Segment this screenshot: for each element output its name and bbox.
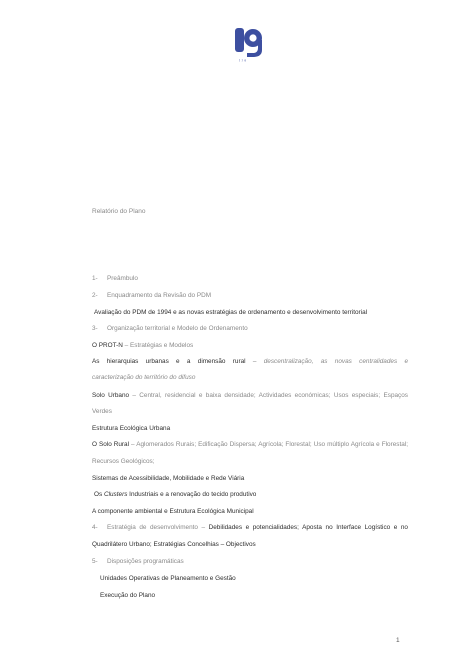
toc-item-2: 2- Enquadramento da Revisão do PDM [92, 292, 212, 299]
toc-item-3f: Sistemas de Acessibilidade, Mobilidade e Rede Viária [92, 475, 245, 482]
toc-item-3e-cont: Recursos Geológicos; [92, 458, 155, 465]
toc-item-4: 4- Estratégia de desenvolvimento – Debilidades e potencialidades; Aposta no Interface Logístico e no [92, 524, 408, 531]
toc-item-3b-cont: caracterização do território do difuso [92, 374, 196, 381]
toc-item-3c: Solo Urbano – Central, residencial e baixa densidade; Actividades económicas; Usos especiais; Espaços [92, 392, 408, 399]
toc-item-4-cont: Quadrilátero Urbano; Estratégias Concelhias – Objectivos [92, 541, 256, 548]
toc-item-5b: Execução do Plano [100, 592, 156, 599]
logo-caption: [ ] g [239, 58, 247, 62]
document-subtitle: Relatório do Plano [92, 208, 146, 215]
toc-item-2a: Avaliação do PDM de 1994 e as novas estratégias de ordenamento e desenvolvimento territorial [94, 309, 368, 316]
toc-item-3c-cont: Verdes [92, 408, 112, 415]
page-number: 1 [396, 637, 400, 644]
toc-item-3e: O Solo Rural – Aglomerados Rurais; Edificação Dispersa; Agrícola; Florestal; Uso múltiplo Agrícola e Florestal; [92, 441, 408, 448]
toc-item-5: 5- Disposições programáticas [92, 558, 184, 565]
logo-icon [234, 26, 264, 60]
toc-item-3h: A componente ambiental e Estrutura Ecológica Municipal [92, 508, 254, 515]
toc-item-3: 3- Organização territorial e Modelo de Ordenamento [92, 325, 248, 332]
toc-item-3a: O PROT-N – Estratégias e Modelos [92, 342, 194, 349]
toc-item-3d: Estrutura Ecológica Urbana [92, 425, 171, 432]
toc-item-5a: Unidades Operativas de Planeamento e Gestão [100, 575, 236, 582]
toc-item-3g: Os Clusters Industriais e a renovação do tecido produtivo [94, 491, 257, 498]
toc-item-1: 1- Preâmbulo [92, 275, 138, 282]
toc-item-3b: As hierarquias urbanas e a dimensão rural – descentralização, as novas centralidades e [92, 358, 408, 365]
